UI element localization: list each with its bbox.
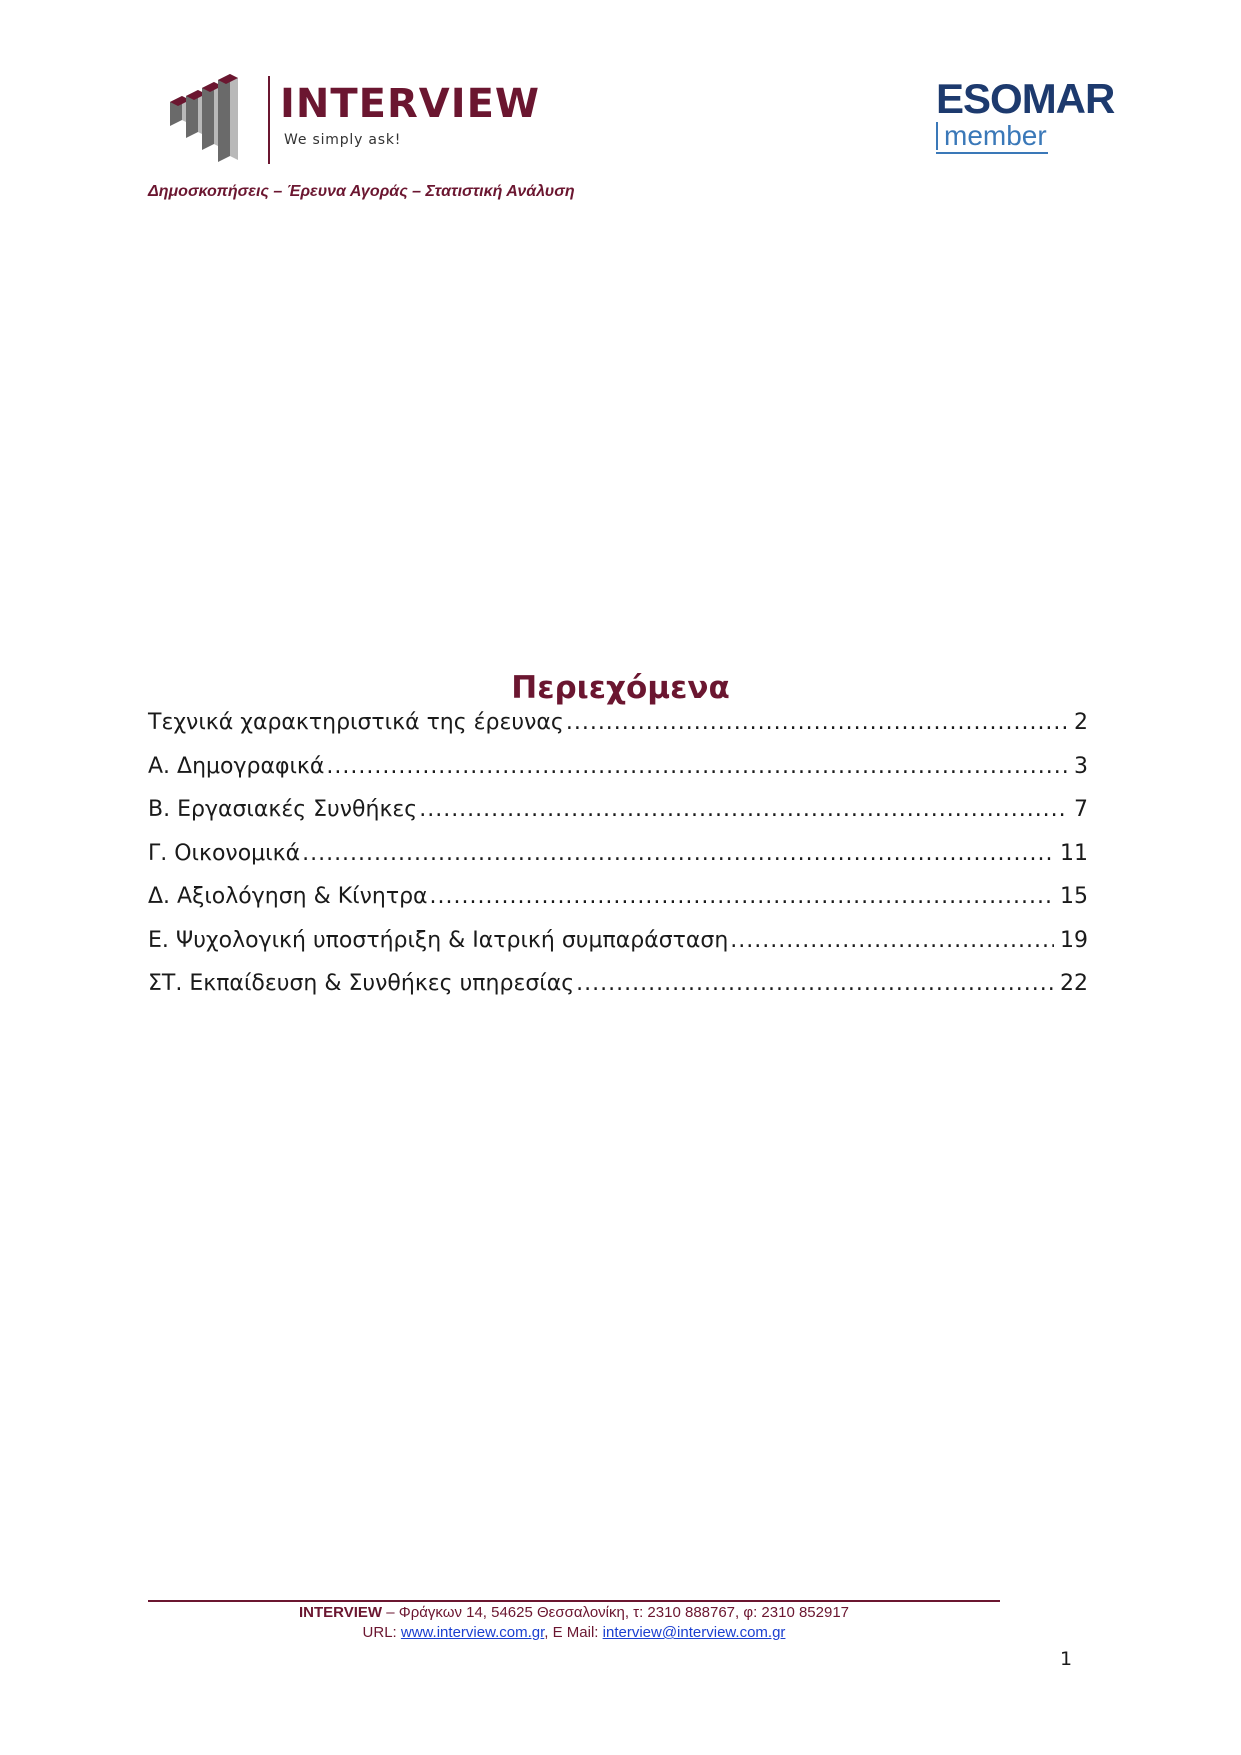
toc-entry-label: Δ. Αξιολόγηση & Κίνητρα [148,884,428,909]
footer-url-label: URL: [362,1624,401,1641]
toc-entry-label: Γ. Οικονομικά [148,840,301,866]
toc-entry-label: Τεχνικά χαρακτηριστικά της έρευνας [148,710,564,735]
toc-entry-page: 2 [1074,710,1088,735]
esomar-member-logo [936,75,1116,158]
toc-entry-page: 15 [1060,884,1088,909]
toc-entry-page: 3 [1074,753,1088,779]
bar-chart-logo-icon [168,74,260,166]
logo-divider [268,76,270,164]
toc-entry[interactable] [148,710,1088,754]
toc-entry-page: 11 [1060,840,1088,866]
logo-tagline: We simply ask! [284,132,402,148]
toc-dot-leader [566,710,1068,735]
logo-brand-name: INTERVIEW [280,81,541,127]
toc-dot-leader [419,797,1068,822]
footer-brand: INTERVIEW [298,1604,383,1621]
toc-dot-leader [430,884,1054,909]
toc-entry[interactable] [148,797,1088,841]
toc-entry-page: 7 [1074,797,1088,822]
footer-website-link[interactable]: www.interview.com.gr [400,1624,545,1641]
toc-entry[interactable] [148,971,1088,1015]
toc-dot-leader [730,928,1054,953]
interview-logo [168,74,541,166]
esomar-underline [936,152,1048,154]
toc-title: Περιεχόμενα [511,670,730,706]
footer-divider [148,1600,1000,1602]
toc-entry[interactable] [148,928,1088,972]
company-services-tagline: Δημοσκοπήσεις – Έρευνα Αγοράς – Στατιστική Ανάλυση [148,183,575,200]
footer-address: – Φράγκων 14, 54625 Θεσσαλονίκη, τ: 2310 888767, φ: 2310 852917 [382,1604,850,1621]
toc-dot-leader [302,841,1054,866]
toc-entry-page: 19 [1060,927,1088,953]
page-number: 1 [1060,1648,1073,1670]
toc-entry[interactable] [148,841,1088,885]
toc-entry[interactable] [148,884,1088,928]
toc-entry-label: Α. Δημογραφικά [148,753,325,779]
footer-email-label: , E Mail: [544,1624,603,1641]
toc-entry[interactable] [148,754,1088,798]
toc-entry-label: Β. Εργασιακές Συνθήκες [148,797,418,822]
toc-dot-leader [326,754,1068,779]
toc-entry-page: 22 [1060,971,1088,996]
esomar-wordmark: ESOMAR [936,75,1115,122]
footer-address-line [148,1604,1000,1621]
footer-contact-line [148,1624,1000,1641]
footer-email-link[interactable]: interview@interview.com.gr [602,1624,786,1641]
table-of-contents [148,710,1088,1015]
esomar-member-label: member [936,122,1047,150]
toc-entry-label: ΣΤ. Εκπαίδευση & Συνθήκες υπηρεσίας [148,971,575,996]
toc-entry-label: Ε. Ψυχολογική υποστήριξη & Ιατρική συμπαράσταση [148,927,729,953]
toc-dot-leader [576,971,1054,996]
